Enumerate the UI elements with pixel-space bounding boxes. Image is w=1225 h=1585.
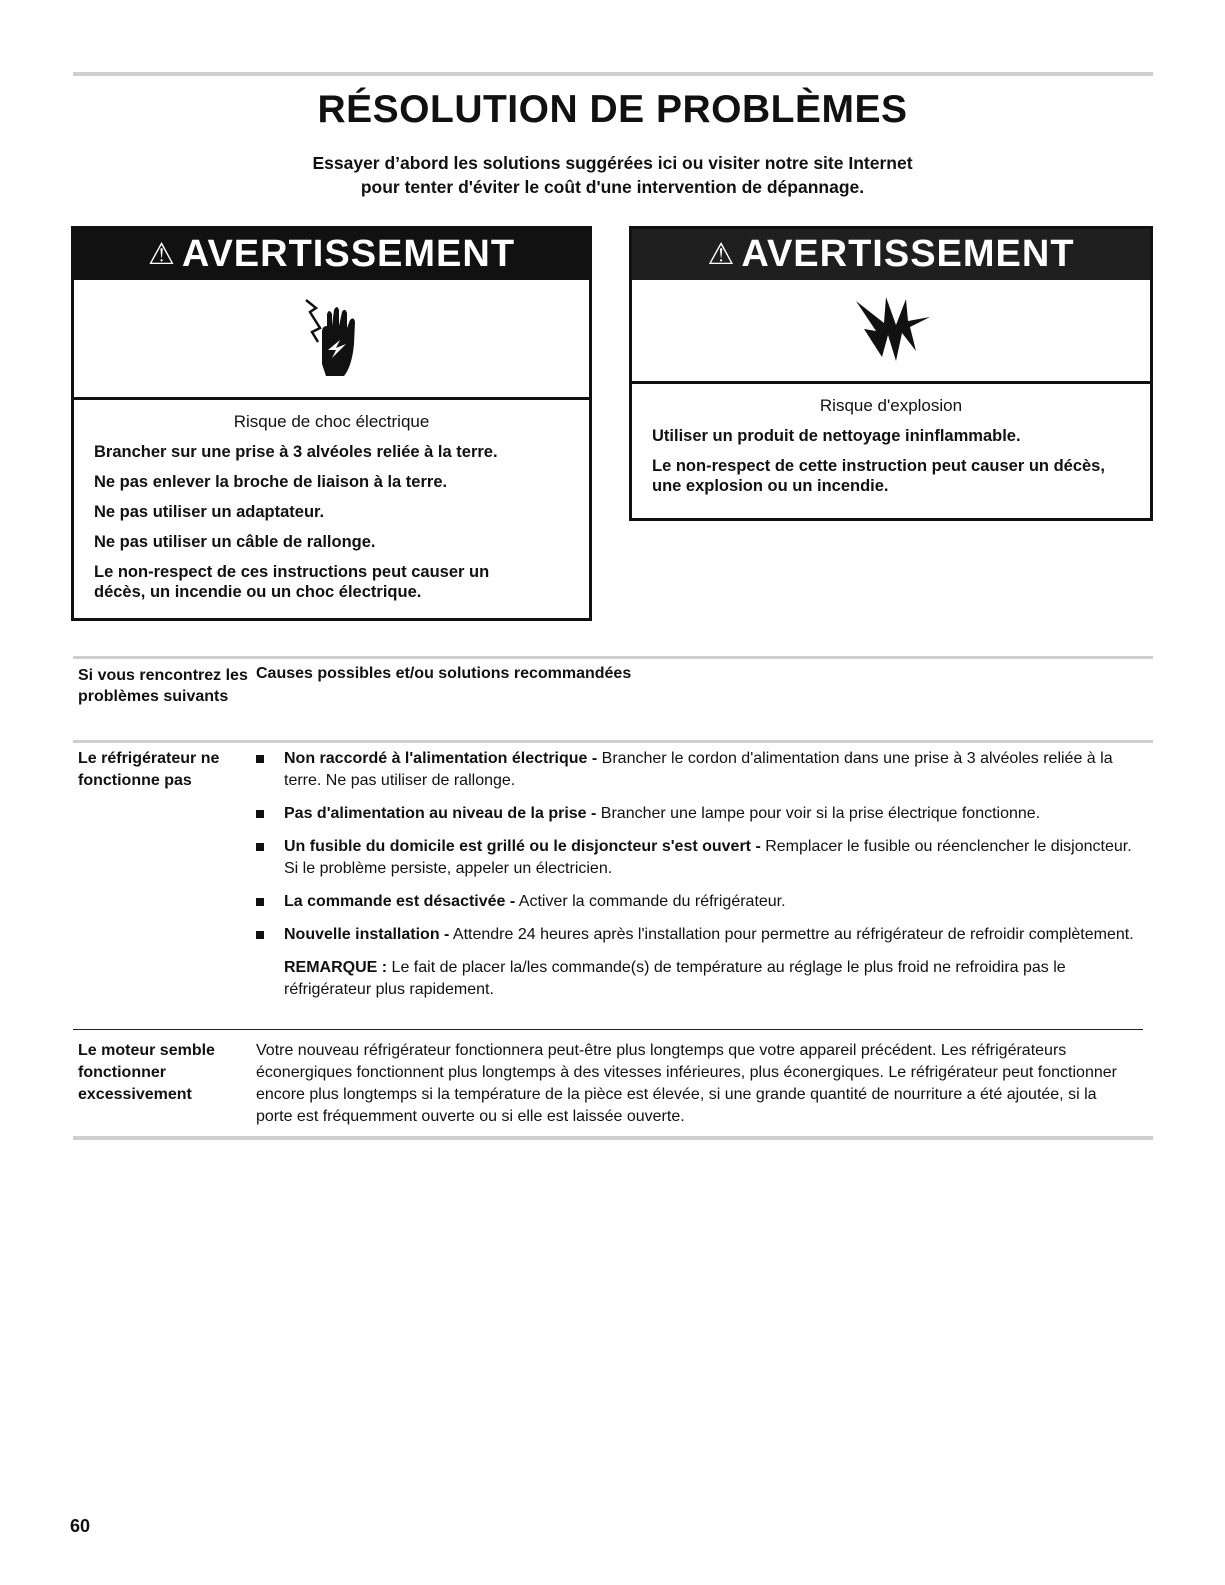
column-header-solutions: Causes possibles et/ou solutions recommandées bbox=[256, 665, 632, 682]
note bbox=[256, 957, 1136, 1001]
warning-line: Le non-respect de ces instructions peut causer un décès, un incendie ou un choc électrique. bbox=[94, 563, 490, 601]
bullet-icon bbox=[256, 898, 264, 906]
warning-heading: AVERTISSEMENT bbox=[181, 233, 516, 275]
warning-icon-area bbox=[632, 280, 1150, 384]
problem-label: Le moteur semble fonctionner excessivement bbox=[78, 1042, 215, 1103]
cause-text: Brancher le cordon d'alimentation dans une prise à 3 alvéoles reliée à la terre. Ne pas utiliser de rallonge. bbox=[284, 750, 1113, 789]
cause-title: Pas d'alimentation au niveau de la prise - bbox=[284, 805, 597, 822]
table-top-divider bbox=[73, 656, 1153, 659]
warning-triangle-icon: ⚠ bbox=[147, 238, 176, 271]
problem-label: Le réfrigérateur ne fonctionne pas bbox=[78, 750, 220, 789]
page-subtitle bbox=[0, 151, 1225, 199]
top-divider bbox=[73, 72, 1153, 76]
solution-paragraph: Votre nouveau réfrigérateur fonctionnera peut-être plus longtemps que votre appareil précédent. Les réfrigérateurs éconergiques fonctionnent plus longtemps à des vitesses inférieures, plus éconergiques. Le réfrigérateur peut fonctionner encore plus longtemps si la température de la pièce est élevée, si une grande quantité de nourriture a été ajoutée, si la porte est fréquemment ouverte ou si elle est laissée ouverte. bbox=[256, 1042, 1117, 1125]
bullet-icon bbox=[256, 843, 264, 851]
cause-title: Nouvelle installation - bbox=[284, 926, 450, 943]
solution-list bbox=[256, 748, 1136, 1001]
bullet-icon bbox=[256, 810, 264, 818]
warning-line: Brancher sur une prise à 3 alvéoles reliée à la terre. bbox=[94, 443, 498, 461]
list-item bbox=[256, 803, 1136, 825]
electric-shock-icon bbox=[302, 294, 362, 384]
subtitle-line-1: Essayer d’abord les solutions suggérées ici ou visiter notre site Internet bbox=[312, 153, 913, 173]
cause-text: Brancher une lampe pour voir si la prise électrique fonctionne. bbox=[596, 805, 1041, 822]
warning-header bbox=[74, 229, 589, 280]
explosion-warning-box bbox=[629, 226, 1153, 521]
column-header-problems: Si vous rencontrez les problèmes suivants bbox=[78, 667, 248, 705]
cause-text: Remplacer le fusible ou réenclencher le disjoncteur. Si le problème persiste, appeler un électricien. bbox=[284, 838, 1132, 877]
row-divider bbox=[73, 1029, 1143, 1030]
page-number: 60 bbox=[70, 1516, 91, 1536]
warning-line: Ne pas utiliser un adaptateur. bbox=[94, 503, 325, 521]
warning-triangle-icon: ⚠ bbox=[707, 238, 736, 271]
warning-icon-area bbox=[74, 280, 589, 400]
subtitle-line-2: pour tenter d'éviter le coût d'une intervention de dépannage. bbox=[360, 177, 865, 197]
warning-risk-title: Risque d'explosion bbox=[819, 396, 963, 415]
page-title: RÉSOLUTION DE PROBLÈMES bbox=[317, 88, 908, 131]
cause-text: Activer la commande du réfrigérateur. bbox=[515, 893, 786, 910]
warning-instructions bbox=[632, 426, 1150, 496]
cause-text: Attendre 24 heures après l'installation pour permettre au réfrigérateur de refroidir complètement. bbox=[449, 926, 1134, 943]
list-item bbox=[256, 891, 1136, 913]
header-divider bbox=[73, 740, 1153, 743]
warning-header bbox=[632, 229, 1150, 280]
list-item bbox=[256, 836, 1136, 880]
warning-line: Ne pas enlever la broche de liaison à la terre. bbox=[94, 473, 448, 491]
table-bottom-divider bbox=[73, 1136, 1153, 1140]
note-text: Le fait de placer la/les commande(s) de température au réglage le plus froid ne refroidira pas le réfrigérateur plus rapidement. bbox=[284, 959, 1066, 998]
note-label: REMARQUE : bbox=[284, 959, 388, 976]
explosion-icon bbox=[846, 291, 936, 371]
list-item bbox=[256, 924, 1136, 946]
list-item bbox=[256, 748, 1136, 792]
bullet-icon bbox=[256, 755, 264, 763]
cause-title: La commande est désactivée - bbox=[284, 893, 516, 910]
cause-title: Non raccordé à l'alimentation électrique - bbox=[284, 750, 598, 767]
electric-shock-warning-box bbox=[71, 226, 592, 621]
warning-line: Ne pas utiliser un câble de rallonge. bbox=[94, 533, 376, 551]
warning-instructions bbox=[74, 442, 589, 602]
bullet-icon bbox=[256, 931, 264, 939]
warning-heading: AVERTISSEMENT bbox=[741, 233, 1075, 275]
warning-risk-title: Risque de choc électrique bbox=[233, 412, 430, 431]
cause-title: Un fusible du domicile est grillé ou le disjoncteur s'est ouvert - bbox=[284, 838, 761, 855]
warning-line: Le non-respect de cette instruction peut causer un décès, une explosion ou un incendie. bbox=[652, 457, 1105, 495]
warning-line: Utiliser un produit de nettoyage ininflammable. bbox=[652, 427, 1021, 445]
